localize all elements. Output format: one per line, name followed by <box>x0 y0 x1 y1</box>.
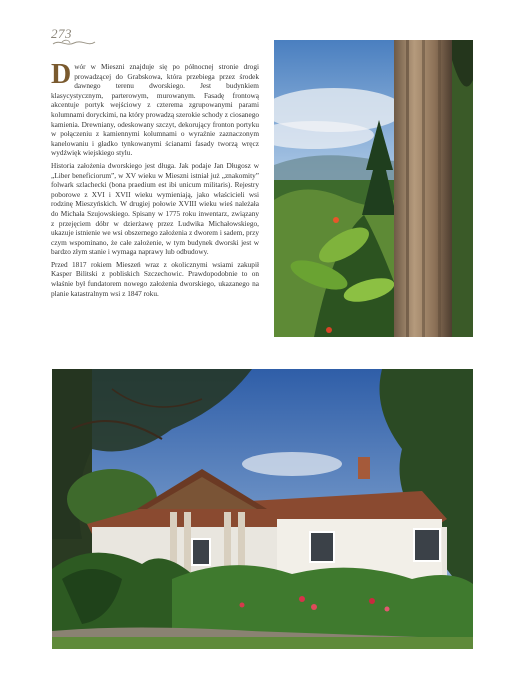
paragraph-text: wór w Mieszni znajduje się po północnej stronie drogi prowadzącej do Grabskowa, która przebiega przez środek dawnego terenu dworskiego. Jest budynkiem klasycystycznym, parterowym, murowanym. Fasadę frontową akcentuje portyk wejściowy z czterema zgrupowanymi parami kolumnami doryckimi, na który prowadzą szerokie schody z ciosanego kamienia. Drewniany, odeskowany szczyt, dekorujący fronton portyku w połączeniu z kamiennymi kolumnami o wyraźnie zaznaczonym kanelowaniu i gładko tynkowanymi ścianami fasady tworzą wręcz wydźwięk wiejskiego stylu. <box>51 62 259 158</box>
paragraph: Przed 1817 rokiem Mieszeń wraz z okolicznymi wsiami zakupił Kasper Bilitski z pobliskich Szczechowic. Prawdopodobnie to on właśnie był fundatorem nowego założenia dworskiego, ukazanego na planie katastralnym wsi z 1847 roku. <box>51 259 259 298</box>
article-text <box>51 59 259 301</box>
garden-photo <box>274 40 473 337</box>
dropcap: D <box>51 59 72 90</box>
ornament-flourish-icon <box>52 38 96 48</box>
paragraph <box>51 59 259 158</box>
paragraph: Historia założenia dworskiego jest długa. Jak podaje Jan Długosz w „Liber beneficiorum”, w XV wieku w Mieszni istniał już „znakomity” folwark szlachecki (bona praedium est ibi unicum militaris). Rejestry poborowe z XVI i XVII wieku wymieniają, jako właścicieli wsi rodzinę Mieszyńskich. W drugiej połowie XVIII wieku wieś należała do Michała Szujowskiego. Spisany w 1775 roku inwentarz, związany z przejęciem dóbr w dzierżawę przez Ludwika Michałowskiego, ukazuje istnienie we wsi obszernego założenia z dworem i sadem, przy czym wspominano, że całe założenie, w tym budynek dworski jest w bardzo złym stanie i wymaga naprawy lub odbudowy. <box>51 160 259 257</box>
page-number: 273 <box>51 26 72 41</box>
manor-house-photo <box>52 369 473 649</box>
